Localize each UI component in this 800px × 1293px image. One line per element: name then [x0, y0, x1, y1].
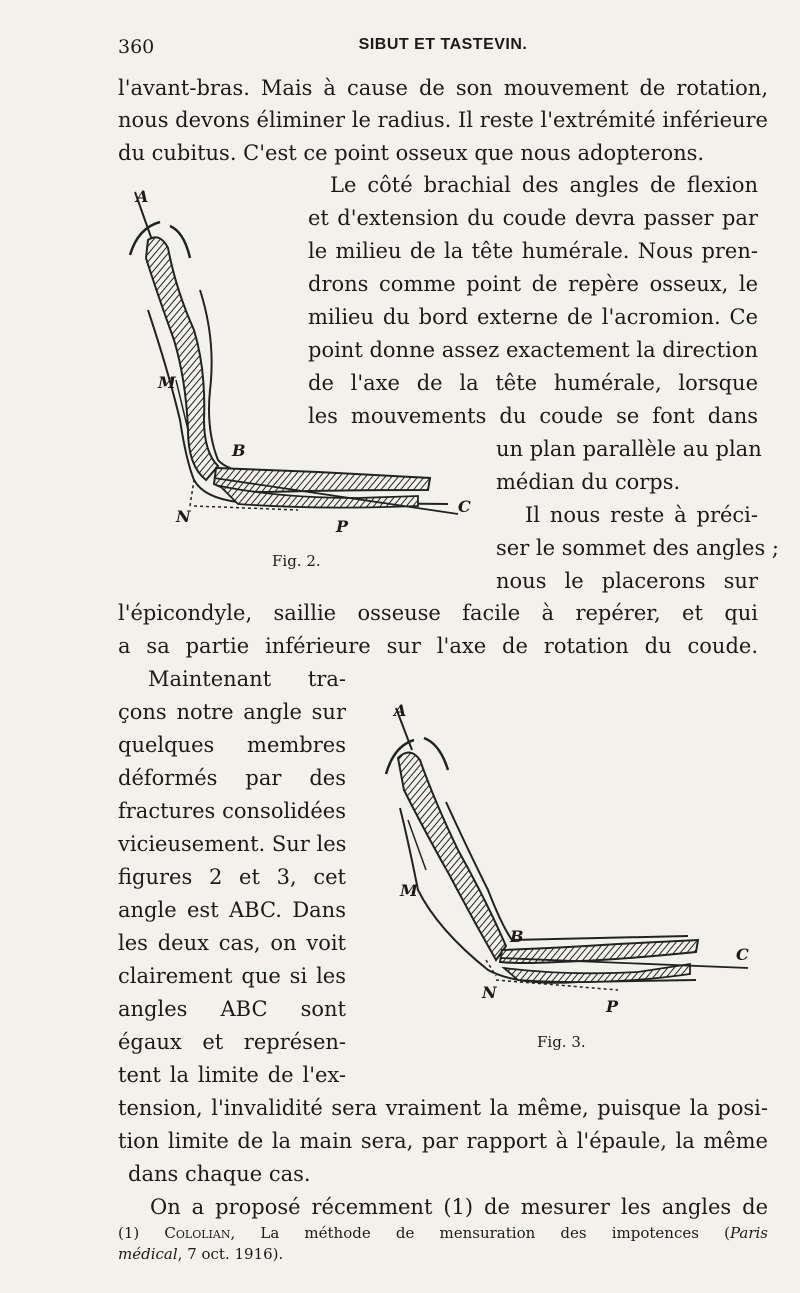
text-line: clairement que si les: [118, 964, 346, 988]
text-line: tion limite de la main sera, par rapport à l'épaule, la même: [118, 1129, 768, 1153]
fig3-label-n: N: [482, 983, 497, 1002]
text-line: angles ABC sont: [118, 997, 346, 1021]
figure-3: [378, 690, 758, 1030]
footnote-line: [118, 1223, 768, 1244]
text-line: drons comme point de repère osseux, le: [308, 272, 758, 296]
text-line: angle est ABC. Dans: [118, 898, 346, 922]
text-line: l'avant-bras. Mais à cause de son mouvement de rotation,: [118, 76, 768, 100]
fig2-caption: Fig. 2.: [272, 552, 321, 570]
fig2-label-c: C: [458, 497, 471, 516]
footnote-text: , 7 oct. 1916).: [177, 1245, 284, 1263]
text-line: çons notre angle sur: [118, 700, 346, 724]
text-line: déformés par des: [118, 766, 346, 790]
fig2-label-m: M: [158, 373, 176, 392]
fig3-label-a: A: [394, 701, 407, 720]
fig2-label-a: A: [136, 187, 149, 206]
footnote-journal-cont: médical: [118, 1245, 178, 1263]
text-line: et d'extension du coude devra passer par: [308, 206, 758, 230]
text-line: l'épicondyle, saillie osseuse facile à repérer, et qui: [118, 601, 758, 625]
text-line: Il nous reste à préci-: [525, 503, 758, 527]
page-header: [118, 36, 768, 60]
text-line: les mouvements du coude se font dans: [308, 404, 758, 428]
page-number: 360: [118, 36, 155, 58]
footnote-number: (1): [118, 1224, 140, 1242]
text-line: point donne assez exactement la direction: [308, 338, 758, 362]
text-line: tension, l'invalidité sera vraiment la même, puisque la posi-: [118, 1096, 768, 1120]
fig3-label-b: B: [510, 927, 524, 946]
fig3-label-c: C: [736, 945, 749, 964]
fig3-label-m: M: [400, 881, 418, 900]
footnote-author: Cololian: [164, 1224, 231, 1242]
text-line: nous le placerons sur: [496, 569, 758, 593]
fig3-label-p: P: [606, 997, 619, 1016]
text-line: les deux cas, on voit: [118, 931, 346, 955]
text-line: Le côté brachial des angles de flexion: [330, 173, 758, 197]
text-line: un plan parallèle au plan: [496, 437, 762, 461]
text-line: a sa partie inférieure sur l'axe de rotation du coude.: [118, 634, 758, 658]
text-line: médian du corps.: [496, 470, 681, 494]
text-line: nous devons éliminer le radius. Il reste l'extrémité inférieure: [118, 108, 768, 132]
text-line: tent la limite de l'ex-: [118, 1063, 346, 1087]
text-line: Maintenant tra-: [148, 667, 346, 691]
fig2-arm-drawing: [118, 180, 478, 540]
text-line: On a proposé récemment (1) de mesurer les angles de: [150, 1195, 768, 1219]
running-head: SIBUT ET TASTEVIN.: [358, 36, 528, 53]
text-line: du cubitus. C'est ce point osseux que nous adopterons.: [118, 141, 705, 165]
text-line: milieu du bord externe de l'acromion. Ce: [308, 305, 758, 329]
text-line: ser le sommet des angles ;: [496, 536, 780, 560]
text-line: figures 2 et 3, cet: [118, 865, 346, 889]
text-line: de l'axe de la tête humérale, lorsque: [308, 371, 758, 395]
footnote-line: [118, 1244, 768, 1265]
fig3-caption: Fig. 3.: [537, 1033, 586, 1051]
text-line: quelques membres: [118, 733, 346, 757]
text-line: vicieusement. Sur les: [118, 832, 347, 856]
text-line: égaux et représen-: [118, 1030, 346, 1054]
fig2-label-n: N: [176, 507, 191, 526]
text-line: dans chaque cas.: [128, 1162, 311, 1186]
footnote-journal: Paris: [729, 1224, 768, 1242]
figure-2: [118, 180, 478, 540]
fig2-label-b: B: [232, 441, 246, 460]
fig3-arm-drawing: [378, 690, 758, 1030]
footnote-text: , La méthode de mensuration des impotences (: [230, 1224, 730, 1242]
text-line: fractures consolidées: [118, 799, 346, 823]
text-line: le milieu de la tête humérale. Nous pren-: [308, 239, 758, 263]
fig2-label-p: P: [336, 517, 349, 536]
